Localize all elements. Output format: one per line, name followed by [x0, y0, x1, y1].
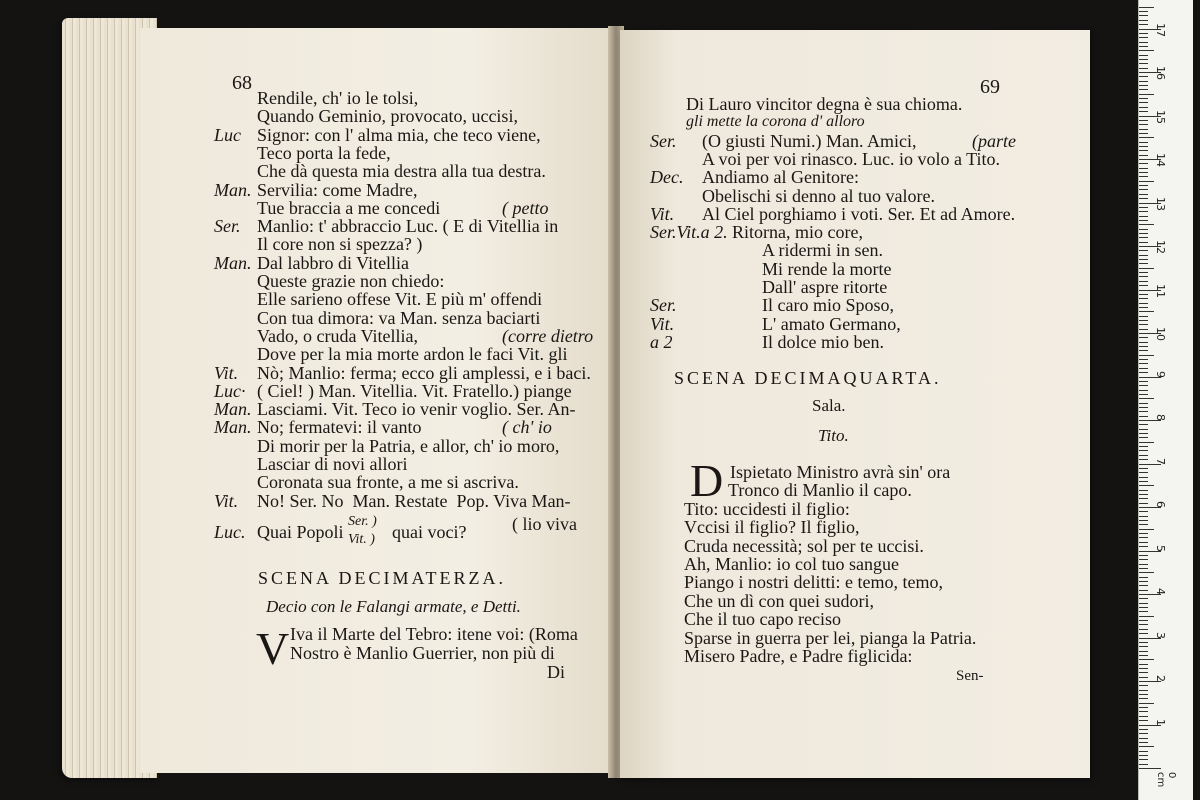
verse-line: Che un dì con quei sudori,: [684, 590, 874, 611]
verse-line: Servilia: come Madre,: [257, 179, 418, 200]
ruler-tick: [1139, 503, 1148, 504]
ruler-tick: [1139, 242, 1148, 243]
ruler-tick: [1139, 155, 1148, 156]
verse-line: Obelischi si denno al tuo valore.: [702, 185, 935, 206]
scene-heading: SCENA DECIMATERZA.: [258, 568, 507, 588]
ruler-number: 9: [1154, 370, 1167, 378]
scene-place: Sala.: [812, 396, 846, 415]
ruler-tick: [1139, 285, 1148, 286]
ruler-tick: [1139, 529, 1154, 530]
ruler-tick: [1139, 76, 1148, 77]
ruler-tick: [1139, 7, 1154, 8]
verse-line: quai voci?: [392, 522, 467, 542]
ruler-tick: [1139, 485, 1154, 486]
ruler-number: 8: [1154, 414, 1167, 421]
ruler-tick: [1139, 642, 1148, 643]
ruler-tick: [1139, 468, 1148, 469]
verse-line: Vado, o cruda Vitellia,: [257, 325, 419, 346]
ruler-tick: [1139, 590, 1148, 591]
ruler-tick: [1139, 181, 1154, 182]
ruler-tick: [1139, 94, 1154, 95]
catchword: Di: [547, 662, 565, 682]
verse-line: Di morir per la Patria, e allor, ch' io moro,: [257, 435, 560, 456]
ruler-tick: [1139, 472, 1148, 473]
verse-line: Piango i nostri delitti: e temo, temo,: [684, 572, 943, 593]
ruler-tick: [1139, 598, 1148, 599]
ruler-tick: [1139, 146, 1148, 147]
verse-line: No; fermatevi: il vanto: [257, 417, 422, 438]
ruler-tick: [1139, 577, 1148, 578]
stage-direction: gli mette la corona d' alloro: [686, 113, 865, 131]
stage-direction: ( lio viva: [512, 514, 577, 534]
ruler-tick: [1139, 298, 1148, 299]
verse-line: ( Ciel! ) Man. Vitellia. Vit. Fratello.) piange: [257, 380, 572, 401]
ruler-tick: [1139, 611, 1148, 612]
ruler-number: 7: [1154, 457, 1167, 465]
verse-line: Con tua dimora: va Man. senza baciarti: [257, 307, 541, 328]
ruler-tick: [1139, 390, 1148, 391]
ruler-tick: [1139, 172, 1148, 173]
ruler-tick: [1139, 120, 1148, 121]
stage-direction: ( petto: [502, 197, 549, 218]
drop-cap: D: [690, 455, 724, 506]
ruler-tick: [1139, 194, 1148, 195]
ruler-tick: [1139, 237, 1148, 238]
scene-heading: SCENA DECIMAQUARTA.: [674, 368, 942, 388]
ruler-tick: [1139, 342, 1148, 343]
ruler-number: 12: [1154, 240, 1167, 254]
ruler-tick: [1139, 764, 1148, 765]
verse-line: Tue braccia a me concedi: [257, 197, 441, 218]
ruler-tick: [1139, 50, 1154, 51]
ruler-tick: [1139, 337, 1148, 338]
ruler-tick: [1139, 459, 1148, 460]
speaker-label: Man.: [214, 399, 252, 420]
ruler-tick: [1139, 168, 1148, 169]
ruler-tick: [1139, 690, 1148, 691]
verse-line: Sparse in guerra per lei, pianga la Patria.: [684, 627, 977, 648]
ruler-number: 5: [1154, 544, 1167, 552]
ruler-tick: [1139, 411, 1148, 412]
ruler-tick: [1139, 346, 1148, 347]
ruler-tick: [1139, 385, 1148, 386]
ruler-tick: [1139, 677, 1148, 678]
ruler-tick: [1139, 355, 1154, 356]
verse-line: (O giusti Numi.) Man. Amici,: [702, 130, 917, 151]
ruler-tick: [1139, 437, 1148, 438]
verse-line: Iva il Marte del Tebro: itene voi: (Roma: [290, 624, 578, 644]
ruler-tick: [1139, 581, 1148, 582]
ruler-tick: [1139, 559, 1148, 560]
ruler-tick: [1139, 55, 1148, 56]
ruler-tick: [1139, 429, 1148, 430]
ruler-tick: [1139, 707, 1148, 708]
ruler-tick: [1139, 368, 1148, 369]
ruler-number: 4: [1154, 588, 1167, 595]
verse-line: Rendile, ch' io le tolsi,: [257, 88, 419, 108]
ruler-tick: [1139, 220, 1148, 221]
catchword: Sen-: [956, 668, 984, 684]
speaker-label: Vit.: [650, 203, 675, 224]
verse-line: Signor: con l' alma mia, che teco viene,: [257, 124, 541, 145]
ruler-tick: [1139, 698, 1148, 699]
ruler-tick: [1139, 107, 1148, 108]
ruler-tick: [1139, 363, 1148, 364]
ruler-tick: [1139, 185, 1148, 186]
ruler-tick: [1139, 255, 1148, 256]
verse-line: Dal labbro di Vitellia: [257, 252, 410, 273]
ruler-tick: [1139, 524, 1148, 525]
ruler-tick: [1139, 129, 1148, 130]
verse-line: Di Lauro vincitor degna è sua chioma.: [686, 94, 963, 114]
ruler-tick: [1139, 572, 1154, 573]
speaker-label: Ser.Vit.a 2.: [650, 222, 728, 243]
ruler-number: 10: [1154, 327, 1167, 341]
verse-line: L' amato Germano,: [762, 313, 901, 334]
verse-line: Dove per la mia morte ardon le faci Vit. gli: [257, 344, 568, 365]
ruler-tick: [1139, 685, 1148, 686]
verse-line: Tito: uccidesti il figlio:: [684, 498, 850, 519]
ruler-tick: [1139, 176, 1148, 177]
speaker-label: Luc: [214, 124, 241, 145]
ruler-tick: [1139, 324, 1148, 325]
ruler-number: 1: [1154, 718, 1167, 726]
ruler-tick: [1139, 24, 1148, 25]
ruler-tick: [1139, 59, 1148, 60]
verse-line: Manlio: t' abbraccio Luc. ( E di Vitellia in: [257, 216, 559, 237]
verse-line: Quai Popoli: [257, 522, 344, 542]
ruler-tick: [1139, 768, 1161, 769]
verse-line: Andiamo al Genitore:: [702, 167, 859, 188]
ruler-tick: [1139, 372, 1148, 373]
right-page: [620, 30, 1090, 778]
ruler-tick: [1139, 207, 1148, 208]
ruler-tick: [1139, 81, 1148, 82]
verse-line: Teco porta la fede,: [257, 142, 391, 163]
ruler-tick: [1139, 142, 1148, 143]
ruler-tick: [1139, 259, 1148, 260]
ruler-tick: [1139, 233, 1148, 234]
ruler-tick: [1139, 733, 1148, 734]
ruler-tick: [1139, 42, 1148, 43]
ruler-tick: [1139, 20, 1148, 21]
ruler-tick: [1139, 276, 1148, 277]
ruler-tick: [1139, 124, 1148, 125]
ruler-tick: [1139, 633, 1148, 634]
ruler-tick: [1139, 416, 1148, 417]
ruler-tick: [1139, 716, 1148, 717]
ruler-tick: [1139, 711, 1148, 712]
ruler-tick: [1139, 398, 1154, 399]
verse-line: Nostro è Manlio Guerrier, non più di: [290, 643, 555, 663]
verse-line: Ispietato Ministro avrà sin' ora: [730, 462, 951, 482]
ruler-tick: [1139, 381, 1148, 382]
verse-line: Nò; Manlio: ferma; ecco gli amplessi, e i baci.: [257, 362, 591, 383]
ruler-tick: [1139, 603, 1148, 604]
verse-line: A voi per voi rinasco. Luc. io volo a Tito.: [702, 148, 1000, 169]
ruler-tick: [1139, 316, 1148, 317]
ruler-number: 14: [1154, 153, 1167, 167]
ruler-number: 6: [1154, 501, 1167, 508]
ruler-number: 17: [1154, 22, 1167, 37]
stage-direction: ( ch' io: [502, 417, 552, 438]
ruler-tick: [1139, 229, 1148, 230]
ruler-tick: [1139, 607, 1148, 608]
verse-line: Il dolce mio ben.: [762, 331, 884, 352]
speaker-label: Luc.: [214, 522, 246, 542]
ruler-tick: [1139, 668, 1148, 669]
speaker-label: Luc·: [214, 380, 246, 401]
stage-direction: (corre dietro: [502, 325, 594, 346]
ruler-tick: [1139, 294, 1148, 295]
ruler-tick: [1139, 89, 1148, 90]
ruler-tick: [1139, 511, 1148, 512]
ruler-tick: [1139, 629, 1148, 630]
ruler-number: 16: [1154, 66, 1167, 80]
ruler-tick: [1139, 216, 1148, 217]
ruler-tick: [1139, 720, 1148, 721]
ruler-tick: [1139, 15, 1148, 16]
speaker-label: Vit.: [650, 313, 675, 334]
ruler-tick: [1139, 442, 1154, 443]
left-page: [140, 28, 612, 773]
ruler-tick: [1139, 655, 1148, 656]
ruler-tick: [1139, 98, 1148, 99]
speaker-label: Vit.: [214, 362, 239, 383]
ruler-tick: [1139, 446, 1148, 447]
ruler-tick: [1139, 729, 1148, 730]
ruler-tick: [1139, 11, 1148, 12]
verse-line: Vccisi il figlio? Il figlio,: [684, 517, 860, 538]
verse-line: Che il tuo capo reciso: [684, 609, 841, 630]
ruler-tick: [1139, 659, 1154, 660]
ruler-tick: [1139, 329, 1148, 330]
drop-cap: V: [256, 623, 290, 674]
ruler-number: 2: [1154, 675, 1167, 682]
stage-direction: (parte: [972, 130, 1016, 151]
ruler-tick: [1139, 198, 1148, 199]
verse-line: Che dà questa mia destra alla tua destra.: [257, 161, 546, 182]
ruler-tick: [1139, 755, 1148, 756]
ruler-tick: [1139, 350, 1148, 351]
ruler-tick: [1139, 746, 1154, 747]
ruler-tick: [1139, 759, 1148, 760]
ruler-unit: 0 cm: [1155, 772, 1177, 788]
verse-line: Coronata sua fronte, a me si ascriva.: [257, 472, 519, 493]
ruler-tick: [1139, 738, 1148, 739]
ruler-tick: [1139, 63, 1148, 64]
ruler-tick: [1139, 542, 1148, 543]
scene-subtitle: Decio con le Falangi armate, e Detti.: [266, 597, 521, 616]
ruler-number: 15: [1154, 109, 1167, 124]
verse-line: Mi rende la morte: [762, 258, 892, 279]
ruler-tick: [1139, 359, 1148, 360]
ruler-tick: [1139, 272, 1148, 273]
verse-line: Cruda necessità; sol per te uccisi.: [684, 535, 924, 556]
ruler-tick: [1139, 494, 1148, 495]
ruler-tick: [1139, 703, 1154, 704]
scene-character: Tito.: [818, 426, 849, 445]
ruler-tick: [1139, 102, 1148, 103]
ruler-tick: [1139, 311, 1154, 312]
ruler-tick: [1139, 490, 1148, 491]
ruler-tick: [1139, 585, 1148, 586]
ruler-tick: [1139, 520, 1148, 521]
ruler-tick: [1139, 189, 1148, 190]
verse-line: Tronco di Manlio il capo.: [728, 480, 912, 501]
ruler-tick: [1139, 407, 1148, 408]
speaker-label: Man.: [214, 417, 252, 438]
ruler-tick: [1139, 564, 1148, 565]
ruler-tick: [1139, 303, 1148, 304]
page-number: 68: [232, 72, 252, 94]
speaker-label: Ser.: [214, 216, 241, 237]
ruler-tick: [1139, 498, 1148, 499]
measuring-ruler: [1138, 0, 1193, 800]
verse-line: Al Ciel porghiamo i voti. Ser. Et ad Amore.: [702, 203, 1016, 224]
ruler-tick: [1139, 624, 1148, 625]
ruler-tick: [1139, 263, 1148, 264]
speaker-label: Ser.: [650, 295, 677, 316]
verse-line: No! Ser. No Man. Restate Pop. Viva Man-: [257, 490, 571, 511]
verse-line: Quando Geminio, provocato, uccisi,: [257, 106, 518, 127]
ruler-tick: [1139, 555, 1148, 556]
ruler-tick: [1139, 537, 1148, 538]
ruler-tick: [1139, 455, 1148, 456]
ruler-tick: [1139, 137, 1154, 138]
verse-line: Ah, Manlio: io col tuo sangue: [684, 554, 899, 574]
ruler-tick: [1139, 742, 1148, 743]
verse-line: Dall' aspre ritorte: [762, 277, 888, 297]
ruler-tick: [1139, 546, 1148, 547]
ruler-tick: [1139, 394, 1148, 395]
verse-line: A ridermi in sen.: [762, 240, 883, 261]
verse-line: Misero Padre, e Padre figlicida:: [684, 646, 913, 666]
ruler-tick: [1139, 568, 1148, 569]
ruler-tick: [1139, 646, 1148, 647]
ruler-tick: [1139, 268, 1154, 269]
ruler-tick: [1139, 533, 1148, 534]
verse-line: Il core non si spezza? ): [257, 234, 423, 255]
ruler-tick: [1139, 111, 1148, 112]
ruler-tick: [1139, 403, 1148, 404]
speaker-label: Dec.: [650, 167, 684, 188]
ruler-tick: [1139, 477, 1148, 478]
ruler-tick: [1139, 481, 1148, 482]
ruler-tick: [1139, 281, 1148, 282]
ruler-tick: [1139, 672, 1148, 673]
ruler-number: 13: [1154, 196, 1167, 211]
ruler-tick: [1139, 620, 1148, 621]
verse-line: Elle sarieno offese Vit. E più m' offendi: [257, 289, 543, 310]
speaker-label: a 2: [650, 331, 673, 352]
bracket-speaker: Vit. ): [348, 532, 375, 547]
ruler-tick: [1139, 516, 1148, 517]
verse-line: Il caro mio Sposo,: [762, 295, 894, 316]
page-number: 69: [980, 76, 1000, 98]
ruler-tick: [1139, 46, 1148, 47]
ruler-tick: [1139, 85, 1148, 86]
ruler-number: 3: [1154, 631, 1167, 639]
speaker-label: Ser.: [650, 130, 677, 151]
ruler-tick: [1139, 616, 1154, 617]
ruler-tick: [1139, 424, 1148, 425]
ruler-tick: [1139, 68, 1148, 69]
verse-line: Lasciar di novi allori: [257, 454, 408, 474]
ruler-tick: [1139, 751, 1148, 752]
ruler-tick: [1139, 307, 1148, 308]
ruler-tick: [1139, 37, 1148, 38]
ruler-number: 11: [1154, 283, 1167, 298]
ruler-tick: [1139, 433, 1148, 434]
verse-line: Ritorna, mio core,: [732, 222, 863, 243]
ruler-tick: [1139, 211, 1148, 212]
ruler-tick: [1139, 694, 1148, 695]
ruler-tick: [1139, 33, 1148, 34]
ruler-tick: [1139, 163, 1148, 164]
ruler-tick: [1139, 150, 1148, 151]
ruler-tick: [1139, 450, 1148, 451]
ruler-tick: [1139, 250, 1148, 251]
verse-line: Lasciami. Vit. Teco io venir voglio. Ser. An-: [257, 399, 576, 420]
ruler-tick: [1139, 320, 1148, 321]
verse-line: Queste grazie non chiedo:: [257, 271, 445, 291]
bracket-speaker: Ser. ): [348, 514, 377, 529]
speaker-label: Vit.: [214, 490, 239, 511]
ruler-tick: [1139, 224, 1154, 225]
speaker-label: Man.: [214, 179, 252, 200]
ruler-tick: [1139, 651, 1148, 652]
ruler-tick: [1139, 664, 1148, 665]
speaker-label: Man.: [214, 252, 252, 273]
ruler-tick: [1139, 133, 1148, 134]
